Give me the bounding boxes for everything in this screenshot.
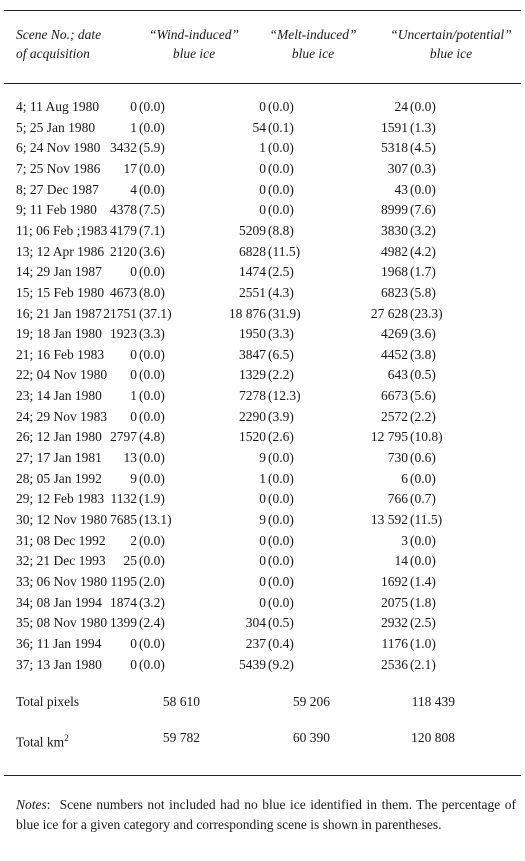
cell-melt: 1 <box>259 140 266 156</box>
cell-unc-pct: (0.0) <box>410 99 436 114</box>
cell-wind: 2 <box>130 532 137 548</box>
cell-scene: 14; 29 Jan 1987 <box>16 264 102 280</box>
table-row <box>0 138 525 158</box>
top-rule <box>4 10 521 11</box>
cell-melt-pct: (3.9) <box>268 408 294 424</box>
cell-unc: 6 <box>401 470 408 486</box>
cell-scene: 23; 14 Jan 1980 <box>16 388 102 404</box>
cell-melt: 5209 <box>239 222 266 238</box>
cell-wind-pct: (0.0) <box>139 656 165 672</box>
cell-melt: 1474 <box>239 264 266 280</box>
cell-wind-pct: (2.4) <box>139 615 165 631</box>
cell-scene: 22; 04 Nov 1980 <box>16 367 108 383</box>
cell-unc: 3 <box>401 532 408 548</box>
total-km-uncertain: 120 808 <box>411 730 455 745</box>
cell-unc-pct: (5.8) <box>410 284 436 300</box>
cell-scene: 19; 18 Jan 1980 <box>16 326 102 342</box>
table-row <box>0 283 525 303</box>
cell-unc: 8999 <box>381 202 408 218</box>
cell-wind-pct: (3.2) <box>139 594 165 610</box>
cell-scene: 8; 27 Dec 1987 <box>16 181 99 197</box>
cell-wind-pct: (8.0) <box>139 284 165 300</box>
cell-melt: 1950 <box>239 326 266 342</box>
cell-wind: 21751 <box>103 305 137 321</box>
table-row <box>0 262 525 282</box>
cell-unc-pct: (5.6) <box>410 388 436 404</box>
cell-melt: 54 <box>252 119 266 135</box>
cell-wind-pct: (0.0) <box>139 367 165 383</box>
cell-wind-pct: (1.9) <box>139 491 165 507</box>
cell-wind-pct: (13.1) <box>139 512 172 527</box>
table-row <box>0 531 525 551</box>
cell-wind-pct: (0.0) <box>139 264 165 280</box>
cell-melt: 2551 <box>239 284 266 300</box>
bottom-rule <box>4 775 521 776</box>
table-row <box>0 242 525 262</box>
cell-melt-pct: (0.0) <box>268 532 294 548</box>
cell-scene: 28; 05 Jan 1992 <box>16 470 102 486</box>
table-row <box>0 221 525 241</box>
total-km-label <box>16 728 69 753</box>
cell-unc-pct: (7.6) <box>410 202 436 218</box>
table-row <box>0 655 525 675</box>
table-notes: Notes: Scene numbers not included had no blue ice identified in them. The percentage of blue ice for a given category and corresponding scene is shown in parentheses. <box>16 797 516 832</box>
cell-scene: 4; 11 Aug 1980 <box>16 99 100 114</box>
cell-scene: 11; 06 Feb ;1983 <box>16 222 108 238</box>
cell-scene: 37; 13 Jan 1980 <box>16 656 102 672</box>
cell-wind-pct: (0.0) <box>139 160 165 176</box>
cell-wind: 2797 <box>110 429 137 445</box>
cell-melt-pct: (0.0) <box>268 202 294 218</box>
cell-melt: 0 <box>259 160 266 176</box>
cell-scene: 26; 12 Jan 1980 <box>16 429 102 445</box>
table-row <box>0 634 525 654</box>
cell-unc-pct: (4.2) <box>410 243 436 259</box>
cell-unc: 1591 <box>381 119 408 135</box>
table-row <box>0 593 525 613</box>
header-melt-line1: “Melt-induced” <box>269 27 357 42</box>
cell-wind: 0 <box>130 264 137 280</box>
table-row <box>0 407 525 427</box>
cell-unc: 1968 <box>381 264 408 280</box>
cell-unc: 766 <box>387 491 408 507</box>
cell-scene: 24; 29 Nov 1983 <box>16 408 108 424</box>
header-uncertain <box>378 25 524 63</box>
cell-unc: 6823 <box>381 284 408 300</box>
cell-wind-pct: (0.0) <box>139 119 165 135</box>
cell-unc-pct: (0.5) <box>410 367 436 383</box>
cell-unc: 2572 <box>381 408 408 424</box>
cell-unc: 5318 <box>381 140 408 156</box>
cell-unc-pct: (2.2) <box>410 408 436 424</box>
total-km-superscript: 2 <box>64 733 69 743</box>
cell-wind-pct: (0.0) <box>139 553 165 569</box>
cell-scene: 7; 25 Nov 1986 <box>16 160 101 176</box>
cell-scene: 31; 08 Dec 1992 <box>16 532 106 548</box>
cell-melt: 2290 <box>239 408 266 424</box>
cell-wind: 0 <box>130 635 137 651</box>
cell-wind: 1923 <box>110 326 137 342</box>
header-uncertain-line1: “Uncertain/potential” <box>390 27 512 42</box>
cell-wind-pct: (2.0) <box>139 573 165 589</box>
cell-wind: 25 <box>123 553 137 569</box>
cell-melt-pct: (0.0) <box>268 594 294 610</box>
cell-wind: 4179 <box>110 222 137 238</box>
cell-wind-pct: (37.1) <box>139 305 172 321</box>
table-row <box>0 551 525 571</box>
cell-melt-pct: (2.6) <box>268 429 294 445</box>
cell-unc-pct: (3.8) <box>410 346 436 362</box>
table-row <box>0 489 525 509</box>
cell-unc: 307 <box>387 160 408 176</box>
cell-scene: 35; 08 Nov 1980 <box>16 615 108 631</box>
total-km-wind: 59 782 <box>162 730 200 745</box>
cell-wind-pct: (5.9) <box>139 140 165 156</box>
cell-scene: 36; 11 Jan 1994 <box>16 635 102 651</box>
cell-wind: 9 <box>130 470 137 486</box>
total-km-text: Total km <box>16 734 65 750</box>
cell-scene: 13; 12 Apr 1986 <box>16 243 105 259</box>
cell-scene: 21; 16 Feb 1983 <box>16 346 105 362</box>
cell-unc: 24 <box>394 99 408 114</box>
cell-melt: 304 <box>245 615 266 631</box>
cell-wind: 7685 <box>110 512 137 527</box>
cell-wind: 0 <box>130 656 137 672</box>
cell-unc: 6673 <box>381 388 408 404</box>
cell-melt: 1520 <box>239 429 266 445</box>
cell-melt-pct: (3.3) <box>268 326 294 342</box>
cell-melt-pct: (0.0) <box>268 470 294 486</box>
header-wind-line2: blue ice <box>172 46 216 61</box>
cell-unc-pct: (3.6) <box>410 326 436 342</box>
cell-wind: 0 <box>130 346 137 362</box>
cell-wind: 4378 <box>110 202 137 218</box>
cell-unc: 730 <box>387 450 408 466</box>
header-uncertain-line2: blue ice <box>429 46 473 61</box>
cell-melt-pct: (0.1) <box>268 119 294 135</box>
table-row <box>0 572 525 592</box>
cell-melt-pct: (0.5) <box>268 615 294 631</box>
total-pixels-label: Total pixels <box>16 694 80 709</box>
cell-wind-pct: (0.0) <box>139 388 165 404</box>
cell-wind: 17 <box>123 160 137 176</box>
cell-wind: 4 <box>130 181 137 197</box>
cell-melt: 3847 <box>239 346 266 362</box>
cell-unc-pct: (0.0) <box>410 553 436 569</box>
cell-unc-pct: (3.2) <box>410 222 436 238</box>
notes-text: Scene numbers not included had no blue ice identified in them. The percentage of blue ice for a given category and corresponding scene is shown in parentheses. <box>16 797 516 832</box>
cell-unc-pct: (1.8) <box>410 594 436 610</box>
cell-unc-pct: (1.7) <box>410 264 436 280</box>
table-row <box>0 448 525 468</box>
cell-wind-pct: (0.0) <box>139 99 165 114</box>
header-scene-line1: Scene No.; date <box>16 27 102 42</box>
cell-wind: 1874 <box>110 594 137 610</box>
cell-wind-pct: (0.0) <box>139 470 165 486</box>
cell-melt: 0 <box>259 532 266 548</box>
table-row <box>0 510 525 530</box>
cell-unc: 14 <box>394 553 408 569</box>
cell-scene: 30; 12 Nov 1980 <box>16 512 108 527</box>
cell-melt-pct: (0.0) <box>268 450 294 466</box>
cell-scene: 5; 25 Jan 1980 <box>16 119 96 135</box>
cell-unc: 4269 <box>381 326 408 342</box>
table-row <box>0 469 525 489</box>
header-melt <box>258 25 368 63</box>
cell-unc-pct: (0.0) <box>410 181 436 197</box>
cell-melt: 0 <box>259 553 266 569</box>
table-row <box>0 159 525 179</box>
total-pixels-melt: 59 206 <box>292 694 330 709</box>
cell-unc-pct: (0.3) <box>410 160 436 176</box>
cell-scene: 29; 12 Feb 1983 <box>16 491 105 507</box>
table-row <box>0 118 525 138</box>
cell-wind-pct: (0.0) <box>139 181 165 197</box>
cell-unc: 1176 <box>381 635 408 651</box>
cell-melt-pct: (0.0) <box>268 512 294 527</box>
cell-melt-pct: (0.0) <box>268 573 294 589</box>
cell-wind-pct: (3.6) <box>139 243 165 259</box>
cell-melt-pct: (0.4) <box>268 635 294 651</box>
cell-melt-pct: (12.3) <box>268 388 301 404</box>
cell-unc-pct: (11.5) <box>410 512 443 527</box>
cell-melt-pct: (11.5) <box>268 243 301 259</box>
cell-unc-pct: (1.4) <box>410 573 436 589</box>
cell-melt-pct: (2.2) <box>268 367 294 383</box>
table-row <box>0 304 525 324</box>
cell-unc-pct: (0.0) <box>410 532 436 548</box>
table-row <box>0 200 525 220</box>
cell-wind: 3432 <box>110 140 137 156</box>
cell-wind: 1 <box>130 119 137 135</box>
cell-unc: 4982 <box>381 243 408 259</box>
cell-wind-pct: (0.0) <box>139 408 165 424</box>
cell-wind-pct: (0.0) <box>139 635 165 651</box>
cell-scene: 6; 24 Nov 1980 <box>16 140 101 156</box>
table-row <box>0 180 525 200</box>
total-pixels-wind: 58 610 <box>162 694 200 709</box>
cell-unc-pct: (1.3) <box>410 119 436 135</box>
cell-melt-pct: (0.0) <box>268 160 294 176</box>
cell-scene: 15; 15 Feb 1980 <box>16 284 105 300</box>
cell-wind-pct: (0.0) <box>139 532 165 548</box>
cell-wind-pct: (4.8) <box>139 429 165 445</box>
header-melt-line2: blue ice <box>291 46 335 61</box>
table-row <box>0 427 525 447</box>
cell-unc-pct: (10.8) <box>410 429 443 445</box>
cell-unc: 2932 <box>381 615 408 631</box>
cell-melt: 9 <box>259 512 266 527</box>
cell-wind-pct: (7.5) <box>139 202 165 218</box>
header-rule <box>4 83 521 84</box>
cell-unc: 3830 <box>381 222 408 238</box>
total-pixels-uncertain: 118 439 <box>411 694 455 709</box>
table-row <box>0 97 525 117</box>
cell-unc: 27 628 <box>370 305 408 321</box>
cell-melt: 7278 <box>239 388 266 404</box>
cell-melt-pct: (0.0) <box>268 553 294 569</box>
cell-unc-pct: (0.7) <box>410 491 436 507</box>
cell-melt-pct: (0.0) <box>268 140 294 156</box>
cell-melt-pct: (31.9) <box>268 305 301 321</box>
table-row <box>0 365 525 385</box>
cell-unc-pct: (0.6) <box>410 450 436 466</box>
cell-scene: 27; 17 Jan 1981 <box>16 450 102 466</box>
cell-melt-pct: (2.5) <box>268 264 294 280</box>
cell-scene: 34; 08 Jan 1994 <box>16 594 102 610</box>
cell-unc: 43 <box>394 181 408 197</box>
cell-melt: 1 <box>259 470 266 486</box>
cell-wind: 4673 <box>110 284 137 300</box>
cell-melt: 0 <box>259 202 266 218</box>
cell-melt: 0 <box>259 181 266 197</box>
cell-unc: 1692 <box>381 573 408 589</box>
cell-unc-pct: (0.0) <box>410 470 436 486</box>
notes-label: Notes <box>16 797 47 812</box>
cell-melt-pct: (6.5) <box>268 346 294 362</box>
table-row <box>0 324 525 344</box>
cell-wind-pct: (0.0) <box>139 450 165 466</box>
table-row <box>0 613 525 633</box>
cell-wind: 0 <box>130 367 137 383</box>
cell-melt-pct: (0.0) <box>268 181 294 197</box>
header-wind-line1: “Wind-induced” <box>149 27 239 42</box>
cell-unc-pct: (2.5) <box>410 615 436 631</box>
cell-unc: 643 <box>387 367 408 383</box>
cell-wind-pct: (7.1) <box>139 222 165 238</box>
cell-wind-pct: (0.0) <box>139 346 165 362</box>
cell-melt: 6828 <box>239 243 266 259</box>
header-scene-line2: of acquisition <box>16 46 90 61</box>
table-row <box>0 345 525 365</box>
cell-melt: 0 <box>259 594 266 610</box>
cell-unc: 2536 <box>381 656 408 672</box>
cell-melt: 9 <box>259 450 266 466</box>
cell-melt-pct: (4.3) <box>268 284 294 300</box>
header-scene <box>16 25 101 63</box>
cell-scene: 16; 21 Jan 1987 <box>16 305 102 321</box>
cell-melt: 18 876 <box>228 305 266 321</box>
table-row <box>0 386 525 406</box>
cell-melt: 1329 <box>239 367 266 383</box>
cell-scene: 9; 11 Feb 1980 <box>16 202 97 218</box>
cell-melt: 0 <box>259 491 266 507</box>
cell-scene: 32; 21 Dec 1993 <box>16 553 106 569</box>
cell-unc: 12 795 <box>370 429 408 445</box>
cell-melt: 0 <box>259 573 266 589</box>
cell-scene: 33; 06 Nov 1980 <box>16 573 108 589</box>
cell-melt: 5439 <box>239 656 266 672</box>
cell-wind: 13 <box>123 450 137 466</box>
cell-unc-pct: (23.3) <box>410 305 443 321</box>
cell-wind-pct: (3.3) <box>139 326 165 342</box>
cell-wind: 1195 <box>110 573 137 589</box>
cell-unc: 4452 <box>381 346 408 362</box>
header-wind <box>139 25 249 63</box>
cell-unc: 2075 <box>381 594 408 610</box>
cell-melt-pct: (0.0) <box>268 491 294 507</box>
cell-wind: 1 <box>130 388 137 404</box>
cell-wind: 1399 <box>110 615 137 631</box>
cell-unc-pct: (4.5) <box>410 140 436 156</box>
cell-melt: 237 <box>245 635 266 651</box>
cell-unc: 13 592 <box>370 512 408 527</box>
cell-unc-pct: (1.0) <box>410 635 436 651</box>
cell-melt-pct: (9.2) <box>268 656 294 672</box>
cell-wind: 0 <box>130 99 137 114</box>
cell-melt-pct: (0.0) <box>268 99 294 114</box>
cell-wind: 1132 <box>110 491 137 507</box>
cell-wind: 2120 <box>110 243 137 259</box>
cell-wind: 0 <box>130 408 137 424</box>
cell-melt: 0 <box>259 99 266 114</box>
cell-unc-pct: (2.1) <box>410 656 436 672</box>
total-km-melt: 60 390 <box>292 730 330 745</box>
cell-melt-pct: (8.8) <box>268 222 294 238</box>
